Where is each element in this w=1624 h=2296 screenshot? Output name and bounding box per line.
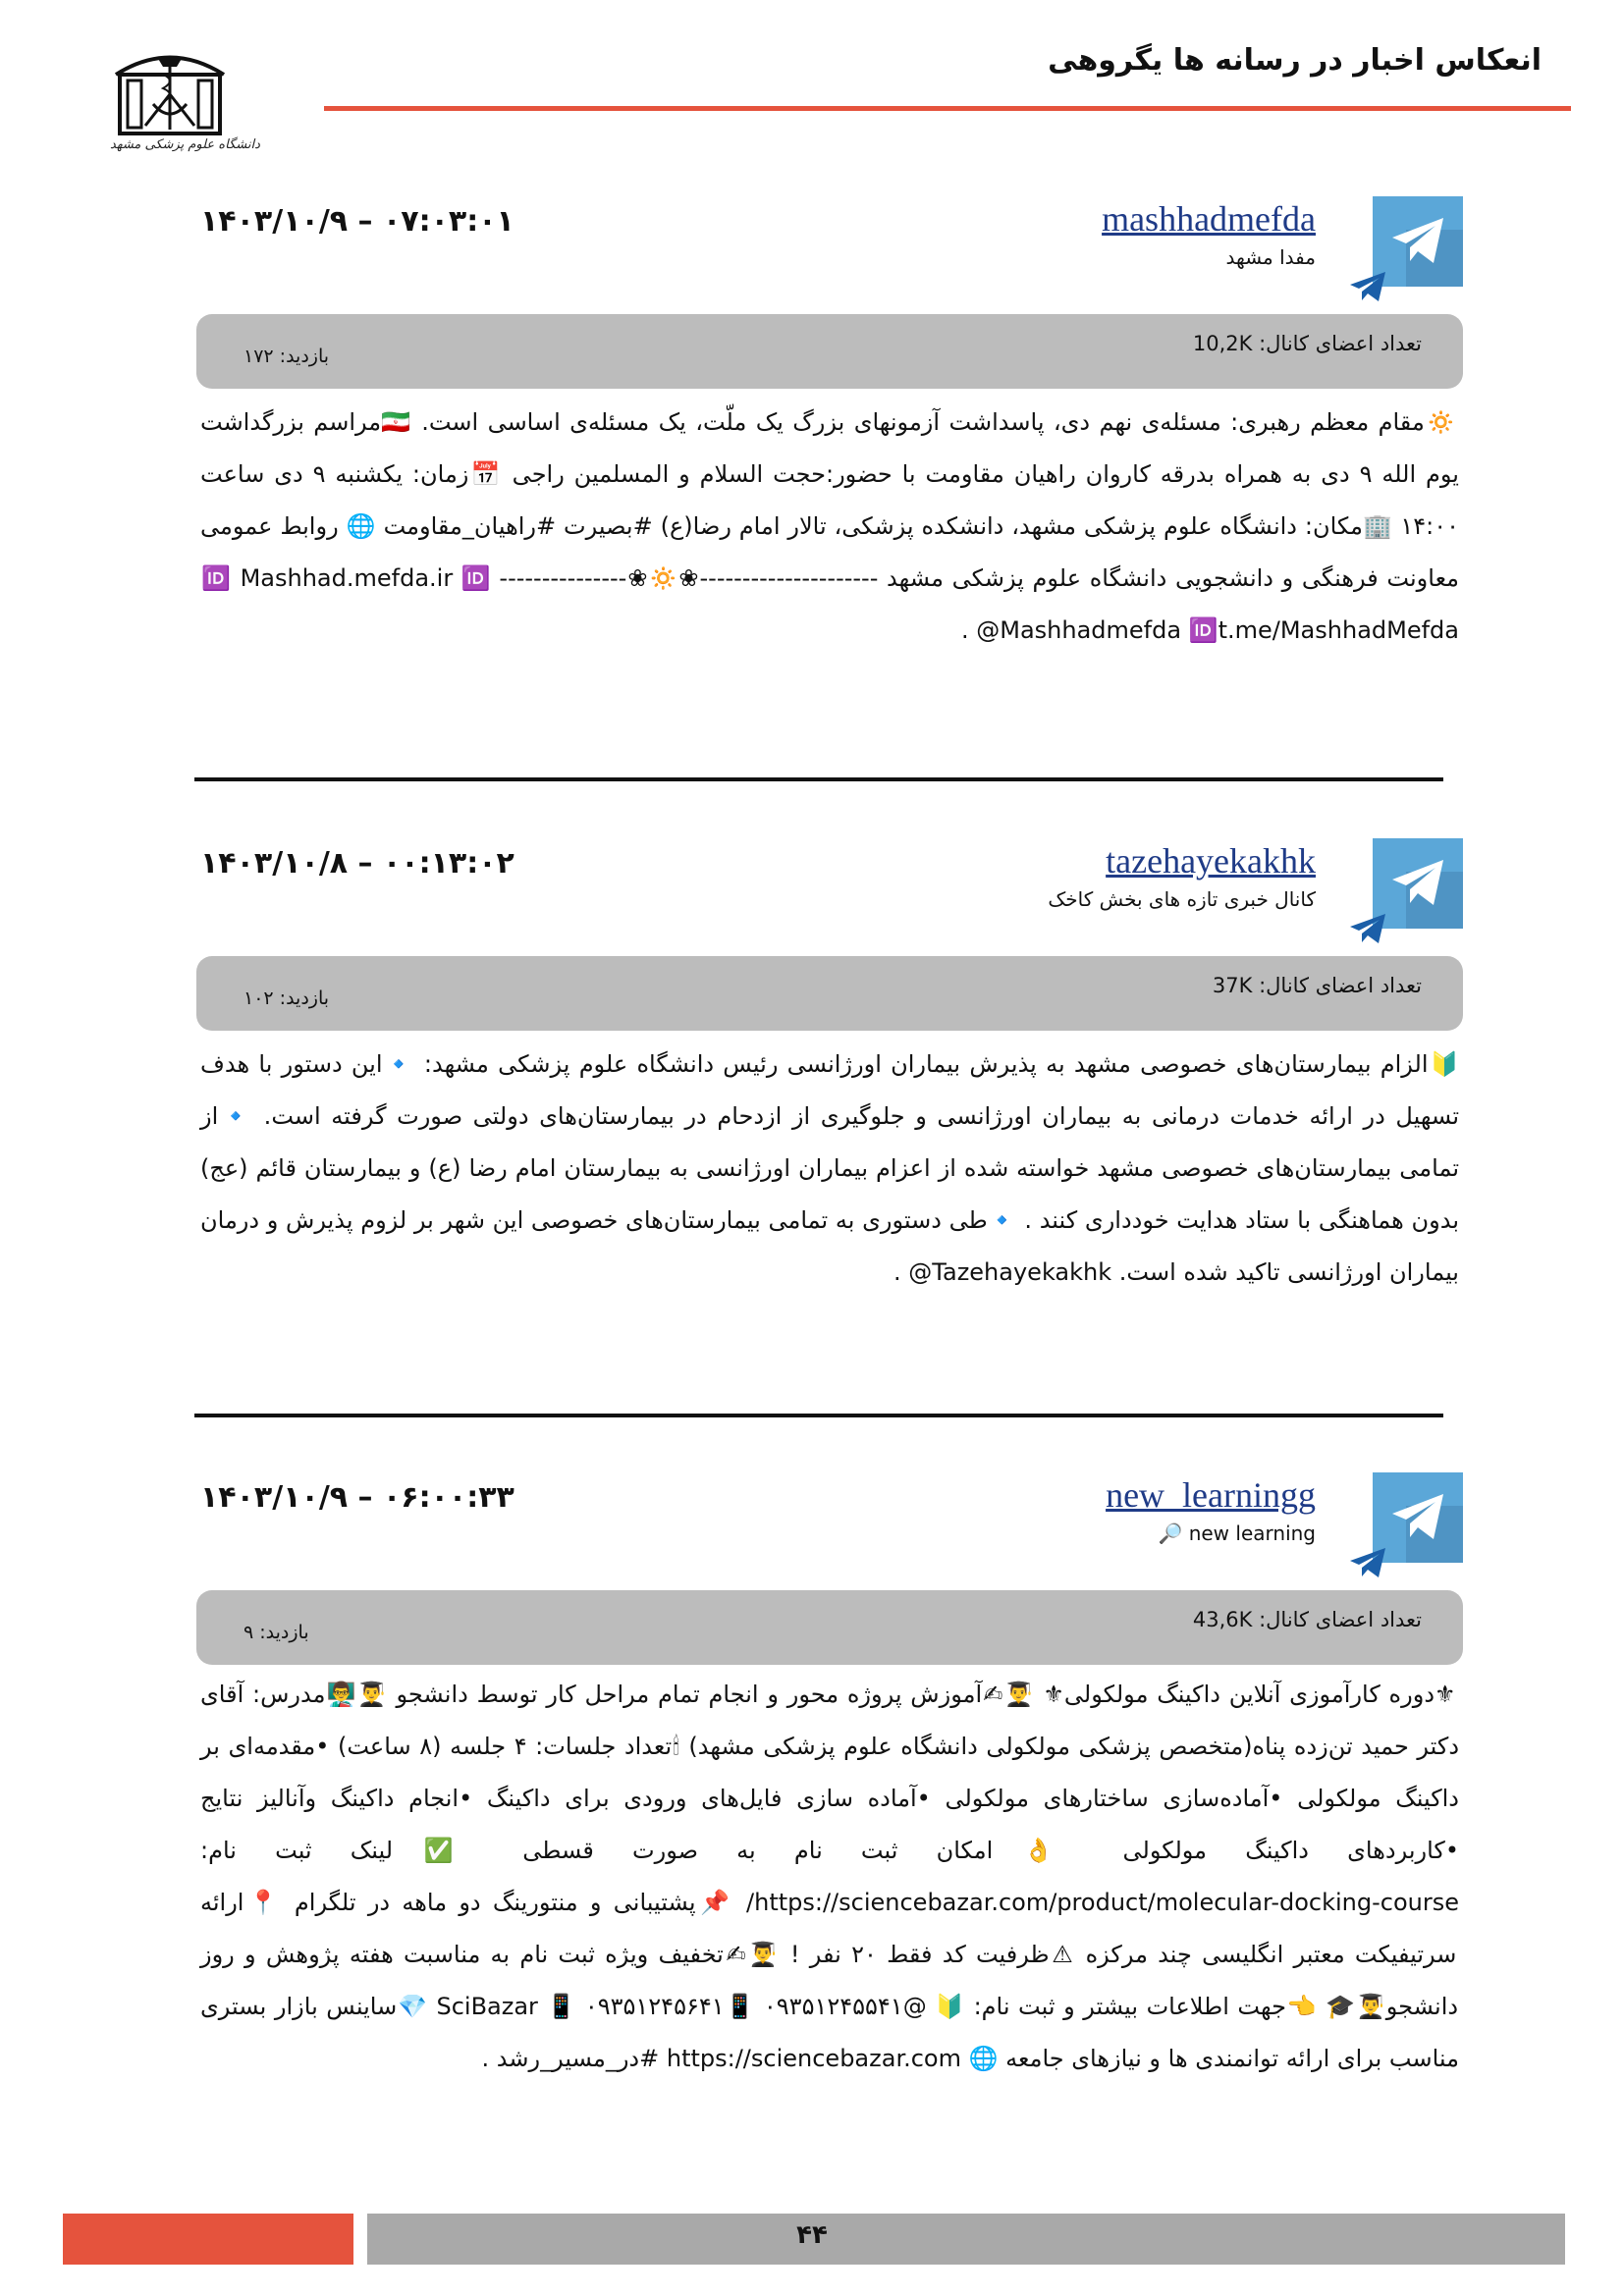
channel-name-link[interactable]: tazehayekakhk	[1106, 841, 1316, 881]
channel-name-link[interactable]: new_learningg	[1106, 1475, 1316, 1515]
page-number: ۴۴	[796, 2220, 828, 2250]
channel-members: تعداد اعضای کانال: 37K	[1212, 974, 1422, 997]
channel-subtitle: new learning 🔎	[1158, 1522, 1316, 1545]
telegram-small-icon	[1349, 913, 1386, 944]
header-rule	[324, 106, 1571, 111]
post-body: 🔅مقام معظم رهبری: مسئله‌ی نهم دی، پاسداشت آزمونهای بزرگ یک ملّت، یک مسئله‌ی اساسی است. 🇮🇷مراسم بزرگداشت یوم الله ۹ دی به همراه بدرقه کاروان راهیان مقاومت با حضور:حجت السلام و المسلمین راجی 📅زمان: یکشنبه ۹ دی ساعت ۱۴:۰۰ 🏢مکان: دانشگاه علوم پزشکی مشهد، دانشکده پزشکی، تالار امام رضا(ع) #بصیرت #راهیان_مقاومت 🌐 روابط عمومی معاونت فرهنگی و دانشجویی دانشگاه علوم پزشکی مشهد ---------------------❀🔅❀--------------- 🆔 Mashhad.mefda.ir 🆔 @Mashhadmefda 🆔t.me/MashhadMefda .	[200, 408, 1459, 644]
channel-name-link[interactable]: mashhadmefda	[1102, 199, 1316, 239]
page-title: انعکاس اخبار در رسانه ها یگروهی	[1048, 43, 1542, 78]
logo-caption: دانشگاه علوم پزشکی مشهد	[110, 137, 260, 152]
channel-members: تعداد اعضای کانال: 10,2K	[1192, 332, 1422, 355]
telegram-small-icon	[1349, 271, 1386, 302]
post-divider	[194, 1414, 1443, 1417]
telegram-small-icon	[1349, 1547, 1386, 1578]
post-divider	[194, 777, 1443, 781]
post-body: ⚜دوره کارآموزی آنلاین داکینگ مولکولی⚜ 👨‍🎓✍آموزش پروژه محور و انجام تمام مراحل کار توسط دانشجو 👨‍🎓👨‍🏫مدرس: آقای دکتر حمید تن‌زده پناه(متخصص پزشکی مولکولی دانشگاه علوم پزشکی مشهد) 🕯تعداد جلسات: ۴ جلسه (۸ ساعت) •مقدمه‌ای بر داکینگ مولکولی •آماده‌سازی ساختارهای مولکولی •آماده سازی فایل‌های ورودی برای داکینگ •انجام داکینگ وآنالیز نتایج •کاربردهای داکینگ مولکولی 👌امکان ثبت نام به صورت قسطی ✅لینک ثبت نام: https://sciencebazar.com/product/molecular-docking-course/ 📌پشتیبانی و منتورینگ دو ماهه در تلگرام 📍ارائه سرتیفیکت معتبر انگلیسی چند مرکزه ⚠ظرفیت کد فقط ۲۰ نفر ! 👨‍🎓✍تخفیف ویژه ثبت نام به مناسبت هفته پژوهش و روز دانشجو👨‍🎓🎓 👈جهت اطلاعات بیشتر و ثبت نام: 🔰 @۰۹۳۵۱۲۴۵۵۴۱ 📱۰۹۳۵۱۲۴۵۶۴۱ 📱 SciBazar 💎ساینس بازار بستری مناسب برای ارائه توانمندی ها و نیازهای جامعه 🌐 https://sciencebazar.com #در_مسیر_رشد .	[200, 1681, 1460, 2072]
stats-bar	[196, 1590, 1463, 1665]
view-count: بازدید: ۱۷۲	[244, 346, 330, 367]
channel-subtitle: مفدا مشهد	[1225, 245, 1316, 269]
post-datetime: ۱۴۰۳/۱۰/۹ – ۰۶:۰۰:۳۳	[200, 1480, 514, 1515]
view-count: بازدید: ۱۰۲	[244, 988, 330, 1009]
post-datetime: ۱۴۰۳/۱۰/۸ – ۰۰:۱۳:۰۲	[200, 846, 514, 881]
stats-bar	[196, 314, 1463, 389]
view-count: بازدید: ۹	[244, 1622, 309, 1643]
channel-subtitle: کانال خبری تازه های بخش کاخک	[1048, 887, 1316, 911]
post-datetime: ۱۴۰۳/۱۰/۹ – ۰۷:۰۳:۰۱	[200, 204, 514, 239]
post-body: 🔰الزام بیمارستان‌های خصوصی مشهد به پذیرش بیماران اورژانسی رئیس دانشگاه علوم پزشکی مشهد: 🔹این دستور با هدف تسهیل در ارائه خدمات درمانی به بیماران اورژانسی و جلوگیری از ازدحام در بیمارستان‌های دولتی صورت گرفته است. 🔹از تمامی بیمارستان‌های خصوصی مشهد خواسته شده از اعزام بیماران اورژانسی به بیمارستان امام رضا (ع) و بیمارستان قائم (عج) بدون هماهنگی با ستاد هدایت خودداری کنند . 🔹طی دستوری به تمامی بیمارستان‌های خصوصی این شهر بر لزوم پذیرش و درمان بیماران اورژانسی تاکید شده است. Tazehayekakhk@ .	[200, 1050, 1459, 1286]
channel-members: تعداد اعضای کانال: 43,6K	[1192, 1608, 1422, 1631]
stats-bar	[196, 956, 1463, 1031]
